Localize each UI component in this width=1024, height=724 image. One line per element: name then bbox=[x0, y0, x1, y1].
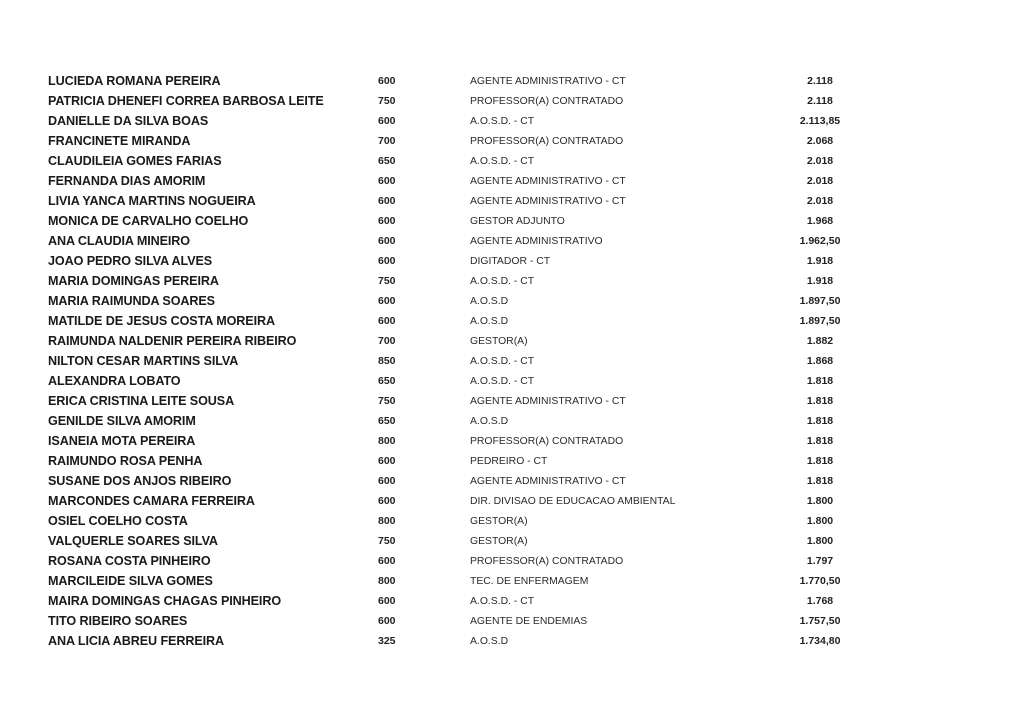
hours-value: 700 bbox=[378, 135, 396, 147]
salary-value: 1.818 bbox=[806, 395, 834, 407]
hours-value: 850 bbox=[378, 355, 396, 367]
employee-name: MAIRA DOMINGAS CHAGAS PINHEIRO bbox=[48, 594, 282, 608]
employee-name: MARCONDES CAMARA FERREIRA bbox=[48, 494, 255, 508]
salary-value: 1.962,50 bbox=[799, 235, 841, 247]
table-row bbox=[48, 131, 868, 151]
hours-value: 650 bbox=[378, 155, 396, 167]
salary-value: 1.918 bbox=[806, 255, 834, 267]
job-role: GESTOR(A) bbox=[470, 515, 528, 527]
job-role: A.O.S.D bbox=[470, 315, 509, 327]
hours-value: 600 bbox=[378, 295, 396, 307]
employee-name: VALQUERLE SOARES SILVA bbox=[48, 534, 218, 548]
employee-name: ROSANA COSTA PINHEIRO bbox=[48, 554, 211, 568]
hours-value: 750 bbox=[378, 275, 396, 287]
hours-value: 325 bbox=[378, 635, 396, 647]
table-row bbox=[48, 271, 868, 291]
hours-value: 600 bbox=[378, 495, 396, 507]
employee-name: MARIA DOMINGAS PEREIRA bbox=[48, 274, 219, 288]
job-role: A.O.S.D bbox=[470, 415, 509, 427]
hours-value: 600 bbox=[378, 75, 396, 87]
job-role: GESTOR ADJUNTO bbox=[470, 215, 565, 227]
hours-value: 600 bbox=[378, 175, 396, 187]
hours-value: 750 bbox=[378, 395, 396, 407]
hours-value: 600 bbox=[378, 315, 396, 327]
salary-value: 1.968 bbox=[806, 215, 834, 227]
employee-name: ANA LICIA ABREU FERREIRA bbox=[48, 634, 225, 648]
employee-name: ERICA CRISTINA LEITE SOUSA bbox=[48, 394, 235, 408]
table-row bbox=[48, 411, 868, 431]
hours-value: 600 bbox=[378, 595, 396, 607]
job-role: PROFESSOR(A) CONTRATADO bbox=[470, 135, 624, 147]
hours-value: 650 bbox=[378, 375, 396, 387]
salary-value: 1.897,50 bbox=[799, 315, 841, 327]
hours-value: 700 bbox=[378, 335, 396, 347]
hours-value: 600 bbox=[378, 235, 396, 247]
salary-value: 1.818 bbox=[806, 455, 834, 467]
table-row bbox=[48, 511, 868, 531]
table-row bbox=[48, 71, 868, 91]
hours-value: 600 bbox=[378, 455, 396, 467]
salary-value: 1.918 bbox=[806, 275, 834, 287]
table-row bbox=[48, 491, 868, 511]
table-row bbox=[48, 251, 868, 271]
table-row bbox=[48, 391, 868, 411]
employee-name: LIVIA YANCA MARTINS NOGUEIRA bbox=[48, 194, 256, 208]
table-row bbox=[48, 591, 868, 611]
salary-value: 1.734,80 bbox=[799, 635, 841, 647]
job-role: TEC. DE ENFERMAGEM bbox=[470, 575, 589, 587]
employee-name: FERNANDA DIAS AMORIM bbox=[48, 174, 206, 188]
employee-name: DANIELLE DA SILVA BOAS bbox=[48, 114, 209, 128]
employee-name: NILTON CESAR MARTINS SILVA bbox=[48, 354, 239, 368]
job-role: A.O.S.D bbox=[470, 635, 509, 647]
job-role: GESTOR(A) bbox=[470, 535, 528, 547]
job-role: AGENTE ADMINISTRATIVO - CT bbox=[470, 475, 626, 487]
job-role: AGENTE ADMINISTRATIVO - CT bbox=[470, 395, 626, 407]
salary-value: 1.768 bbox=[806, 595, 834, 607]
salary-value: 1.818 bbox=[806, 435, 834, 447]
table-row bbox=[48, 191, 868, 211]
employee-name: RAIMUNDO ROSA PENHA bbox=[48, 454, 203, 468]
payroll-table bbox=[48, 71, 868, 651]
hours-value: 600 bbox=[378, 255, 396, 267]
job-role: PROFESSOR(A) CONTRATADO bbox=[470, 555, 624, 567]
job-role: A.O.S.D. - CT bbox=[470, 115, 535, 127]
employee-name: MARCILEIDE SILVA GOMES bbox=[48, 574, 213, 588]
salary-value: 1.770,50 bbox=[799, 575, 841, 587]
table-row bbox=[48, 351, 868, 371]
salary-value: 2.018 bbox=[806, 175, 834, 187]
table-row bbox=[48, 451, 868, 471]
job-role: A.O.S.D. - CT bbox=[470, 155, 535, 167]
table-row bbox=[48, 471, 868, 491]
table-row bbox=[48, 111, 868, 131]
table-row bbox=[48, 151, 868, 171]
hours-value: 600 bbox=[378, 475, 396, 487]
hours-value: 800 bbox=[378, 515, 396, 527]
table-row bbox=[48, 571, 868, 591]
employee-name: MATILDE DE JESUS COSTA MOREIRA bbox=[48, 314, 275, 328]
job-role: AGENTE ADMINISTRATIVO - CT bbox=[470, 175, 626, 187]
hours-value: 600 bbox=[378, 615, 396, 627]
job-role: A.O.S.D. - CT bbox=[470, 595, 535, 607]
table-row bbox=[48, 551, 868, 571]
hours-value: 600 bbox=[378, 215, 396, 227]
table-row bbox=[48, 171, 868, 191]
job-role: A.O.S.D. - CT bbox=[470, 355, 535, 367]
job-role: A.O.S.D bbox=[470, 295, 509, 307]
table-row bbox=[48, 531, 868, 551]
salary-value: 1.800 bbox=[806, 515, 834, 527]
hours-value: 800 bbox=[378, 575, 396, 587]
employee-name: ISANEIA MOTA PEREIRA bbox=[48, 434, 196, 448]
hours-value: 600 bbox=[378, 195, 396, 207]
salary-value: 1.757,50 bbox=[799, 615, 841, 627]
job-role: DIGITADOR - CT bbox=[470, 255, 551, 267]
table-row bbox=[48, 91, 868, 111]
job-role: AGENTE ADMINISTRATIVO - CT bbox=[470, 75, 626, 87]
salary-value: 2.018 bbox=[806, 195, 834, 207]
hours-value: 750 bbox=[378, 95, 396, 107]
table-row bbox=[48, 331, 868, 351]
employee-name: OSIEL COELHO COSTA bbox=[48, 514, 188, 528]
salary-value: 1.800 bbox=[806, 495, 834, 507]
salary-value: 1.818 bbox=[806, 475, 834, 487]
table-row bbox=[48, 311, 868, 331]
job-role: AGENTE ADMINISTRATIVO bbox=[470, 235, 603, 247]
table-row bbox=[48, 371, 868, 391]
hours-value: 600 bbox=[378, 115, 396, 127]
salary-value: 1.818 bbox=[806, 375, 834, 387]
employee-name: TITO RIBEIRO SOARES bbox=[48, 614, 188, 628]
hours-value: 800 bbox=[378, 435, 396, 447]
salary-value: 1.882 bbox=[806, 335, 834, 347]
table-row bbox=[48, 611, 868, 631]
salary-value: 1.868 bbox=[806, 355, 834, 367]
employee-name: MONICA DE CARVALHO COELHO bbox=[48, 214, 249, 228]
employee-name: ANA CLAUDIA MINEIRO bbox=[48, 234, 190, 248]
employee-name: LUCIEDA ROMANA PEREIRA bbox=[48, 74, 221, 88]
job-role: PROFESSOR(A) CONTRATADO bbox=[470, 95, 624, 107]
employee-name: PATRICIA DHENEFI CORREA BARBOSA LEITE bbox=[48, 94, 324, 108]
salary-value: 1.818 bbox=[806, 415, 834, 427]
table-row bbox=[48, 631, 868, 651]
salary-value: 2.113,85 bbox=[799, 115, 841, 127]
employee-name: SUSANE DOS ANJOS RIBEIRO bbox=[48, 474, 232, 488]
table-row bbox=[48, 231, 868, 251]
employee-name: ALEXANDRA LOBATO bbox=[48, 374, 181, 388]
hours-value: 600 bbox=[378, 555, 396, 567]
employee-name: MARIA RAIMUNDA SOARES bbox=[48, 294, 215, 308]
job-role: A.O.S.D. - CT bbox=[470, 275, 535, 287]
salary-value: 1.897,50 bbox=[799, 295, 841, 307]
hours-value: 650 bbox=[378, 415, 396, 427]
employee-name: GENILDE SILVA AMORIM bbox=[48, 414, 196, 428]
employee-name: JOAO PEDRO SILVA ALVES bbox=[48, 254, 213, 268]
table-row bbox=[48, 431, 868, 451]
employee-name: FRANCINETE MIRANDA bbox=[48, 134, 191, 148]
salary-value: 1.797 bbox=[806, 555, 834, 567]
job-role: GESTOR(A) bbox=[470, 335, 528, 347]
table-row bbox=[48, 291, 868, 311]
salary-value: 2.068 bbox=[806, 135, 834, 147]
job-role: PEDREIRO - CT bbox=[470, 455, 548, 467]
salary-value: 1.800 bbox=[806, 535, 834, 547]
salary-value: 2.118 bbox=[807, 95, 833, 107]
job-role: PROFESSOR(A) CONTRATADO bbox=[470, 435, 624, 447]
table-row bbox=[48, 211, 868, 231]
job-role: AGENTE ADMINISTRATIVO - CT bbox=[470, 195, 626, 207]
job-role: AGENTE DE ENDEMIAS bbox=[470, 615, 588, 627]
salary-value: 2.018 bbox=[806, 155, 834, 167]
job-role: A.O.S.D. - CT bbox=[470, 375, 535, 387]
employee-name: RAIMUNDA NALDENIR PEREIRA RIBEIRO bbox=[48, 334, 297, 348]
hours-value: 750 bbox=[378, 535, 396, 547]
job-role: DIR. DIVISAO DE EDUCACAO AMBIENTAL bbox=[470, 495, 676, 507]
salary-value: 2.118 bbox=[807, 75, 833, 87]
employee-name: CLAUDILEIA GOMES FARIAS bbox=[48, 154, 222, 168]
